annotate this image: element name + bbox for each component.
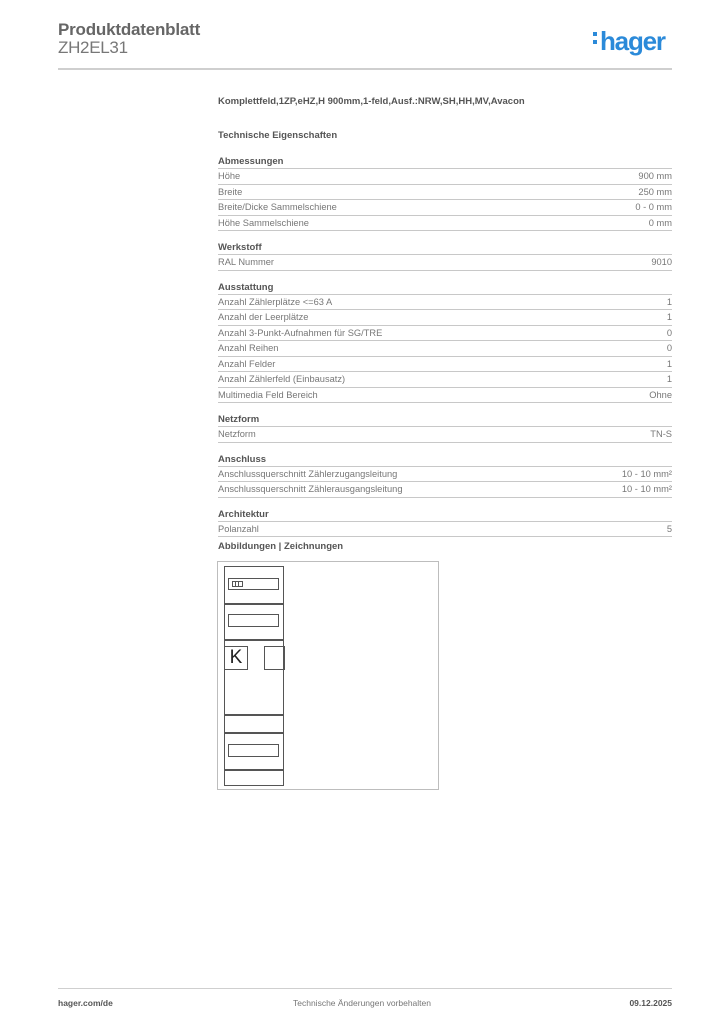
row-value: 10 - 10 mm² <box>621 468 672 479</box>
row-label: Netzform <box>218 429 256 439</box>
table-row <box>218 427 672 443</box>
row-value: 0 <box>666 327 672 338</box>
footer-divider <box>58 988 672 989</box>
row-label: Anzahl Reihen <box>218 343 279 353</box>
group-abmessungen <box>218 155 672 231</box>
row-label: Breite/Dicke Sammelschiene <box>218 202 337 212</box>
hager-logo <box>593 26 665 57</box>
row-value: 1 <box>666 358 672 369</box>
row-value: Ohne <box>649 389 672 400</box>
row-value: 5 <box>666 523 672 534</box>
group-title: Abmessungen <box>218 155 672 169</box>
group-architektur <box>218 508 672 538</box>
divider-line <box>225 714 283 716</box>
footer-date: 09.12.2025 <box>629 998 672 1008</box>
table-row <box>218 341 672 357</box>
table-row <box>218 216 672 232</box>
table-row <box>218 357 672 373</box>
cabinet-outline <box>224 566 284 786</box>
logo-text: hager <box>600 26 665 56</box>
row-label: Anzahl Felder <box>218 358 276 369</box>
row-label: Anzahl 3-Punkt-Aufnahmen für SG/TRE <box>218 327 383 338</box>
row-value: 9010 <box>651 257 672 267</box>
table-row <box>218 467 672 483</box>
properties-table <box>218 155 672 547</box>
row-label: Höhe Sammelschiene <box>218 217 309 228</box>
table-row <box>218 169 672 185</box>
row-value: 0 - 0 mm <box>635 202 672 212</box>
group-title: Ausstattung <box>218 281 672 295</box>
group-title: Architektur <box>218 508 672 522</box>
product-code: ZH2EL31 <box>58 38 128 57</box>
section-heading: Technische Eigenschaften <box>218 130 338 141</box>
row-label: Anschlussquerschnitt Zählerzugangsleitung <box>218 468 398 479</box>
group-title: Werkstoff <box>218 241 672 255</box>
table-row <box>218 185 672 201</box>
product-description: Komplettfeld,1ZP,eHZ,H 900mm,1-feld,Ausf.:NRW,SH,HH,MV,Avacon <box>218 96 525 107</box>
table-row <box>218 326 672 342</box>
table-row <box>218 522 672 538</box>
header-divider <box>58 68 672 70</box>
row-label: Anzahl der Leerplätze <box>218 312 309 322</box>
meter-icon <box>232 581 243 587</box>
divider-line <box>225 732 283 734</box>
table-row <box>218 482 672 498</box>
lower-slot <box>228 744 279 757</box>
group-title: Netzform <box>218 413 672 427</box>
row-value: 0 mm <box>648 217 672 228</box>
divider-line <box>225 639 283 641</box>
row-label: RAL Nummer <box>218 257 274 267</box>
drawings-heading: Abbildungen | Zeichnungen <box>218 541 344 552</box>
footer-website: hager.com/de <box>58 998 113 1008</box>
group-anschluss <box>218 453 672 498</box>
logo-colon-icon <box>593 28 598 48</box>
group-ausstattung <box>218 281 672 404</box>
table-row <box>218 255 672 271</box>
row-label: Breite <box>218 186 243 197</box>
table-row <box>218 388 672 404</box>
page-title: Produktdatenblatt <box>58 20 201 39</box>
square-box <box>264 646 285 670</box>
empty-slot <box>228 614 279 627</box>
row-value: 250 mm <box>638 186 672 197</box>
row-value: TN-S <box>650 429 672 439</box>
group-netzform <box>218 413 672 443</box>
footer-notice: Technische Änderungen vorbehalten <box>293 998 431 1008</box>
row-label: Anschlussquerschnitt Zählerausgangsleitung <box>218 484 403 494</box>
row-label: Polanzahl <box>218 523 259 534</box>
row-label: Multimedia Feld Bereich <box>218 389 318 400</box>
table-row <box>218 295 672 311</box>
divider-line <box>225 769 283 771</box>
row-value: 900 mm <box>638 171 672 181</box>
k-terminal-box: K <box>224 646 248 670</box>
row-label: Anzahl Zählerplätze <=63 A <box>218 296 333 307</box>
row-label: Anzahl Zählerfeld (Einbausatz) <box>218 374 346 384</box>
technical-drawing <box>217 561 439 790</box>
row-value: 0 <box>666 343 672 353</box>
divider-line <box>225 603 283 605</box>
row-value: 10 - 10 mm² <box>621 484 672 494</box>
meter-slot-top <box>228 578 279 590</box>
table-row <box>218 310 672 326</box>
table-row <box>218 372 672 388</box>
row-value: 1 <box>666 312 672 322</box>
row-value: 1 <box>666 296 672 307</box>
row-label: Höhe <box>218 171 241 181</box>
table-row <box>218 200 672 216</box>
row-value: 1 <box>666 374 672 384</box>
group-werkstoff <box>218 241 672 271</box>
group-title: Anschluss <box>218 453 672 467</box>
